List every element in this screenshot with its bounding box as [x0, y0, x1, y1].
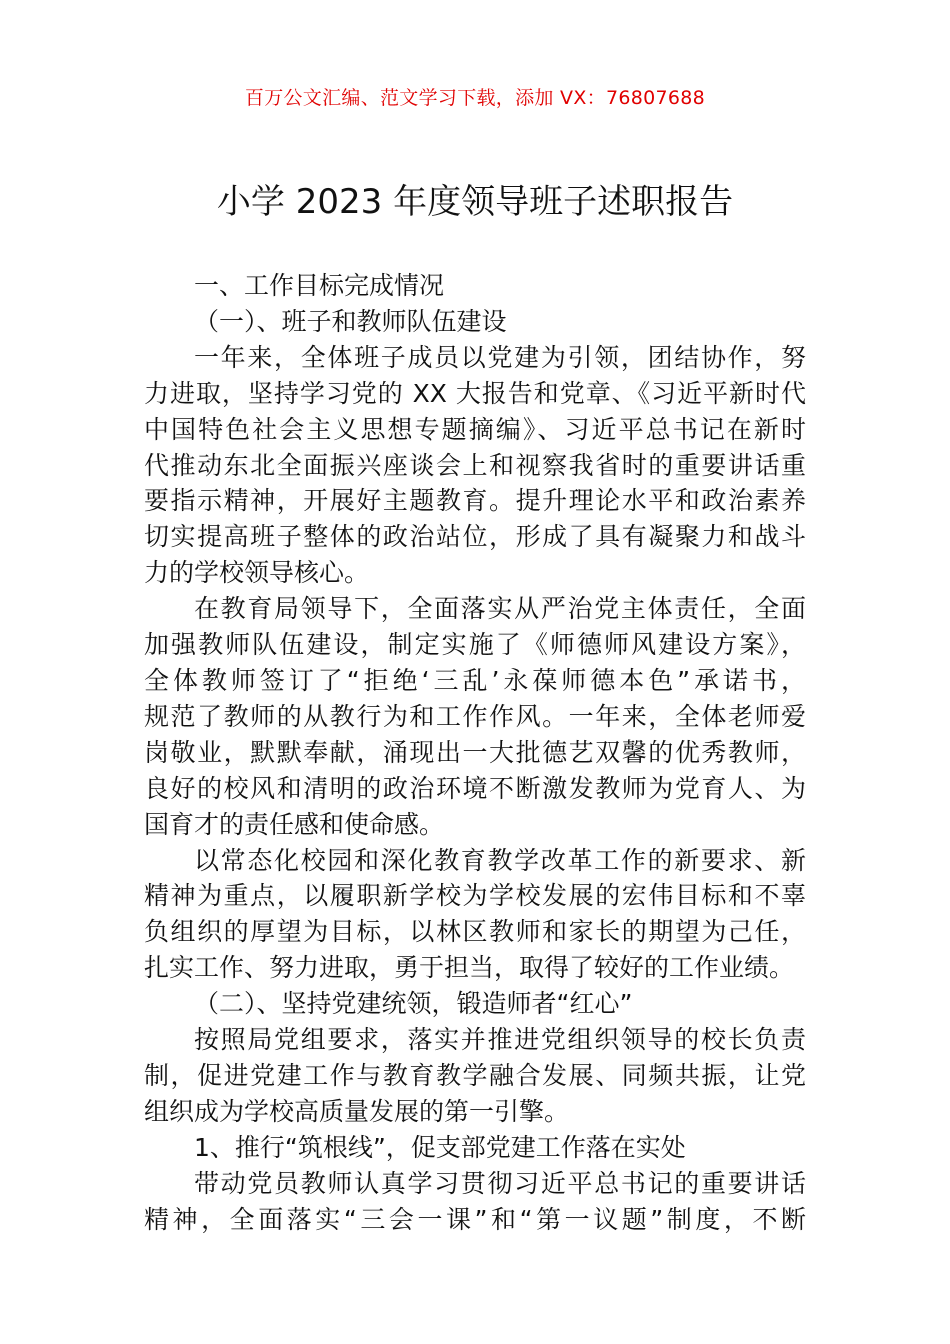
paragraph-line: 扎实工作、努力进取，勇于担当，取得了较好的工作业绩。 — [144, 953, 795, 983]
paragraph-line: 要指示精神，开展好主题教育。提升理论水平和政治素养 — [144, 486, 806, 516]
paragraph-line: 岗敬业，默默奉献，涌现出一大批德艺双馨的优秀教师， — [144, 737, 806, 767]
document-body — [144, 268, 806, 1237]
paragraph-line: 带动党员教师认真学习贯彻习近平总书记的重要讲话 — [194, 1168, 806, 1198]
paragraph-line: 制，促进党建工作与教育教学融合发展、同频共振，让党 — [144, 1060, 806, 1090]
paragraph-line: 中国特色社会主义思想专题摘编》、习近平总书记在新时 — [144, 414, 806, 444]
section-heading-1: 一、工作目标完成情况 — [194, 271, 445, 300]
paragraph-line: 负组织的厚望为目标，以林区教师和家长的期望为己任， — [144, 917, 806, 947]
paragraph-line: 一年来，全体班子成员以党建为引领，团结协作，努 — [194, 342, 806, 372]
paragraph-line: 以常态化校园和深化教育教学改革工作的新要求、新 — [194, 845, 806, 875]
document-title: 小学 2023 年度领导班子述职报告 — [216, 182, 734, 222]
paragraph-line: 组织成为学校高质量发展的第一引擎。 — [144, 1096, 570, 1126]
paragraph-5 — [144, 1166, 806, 1238]
subsection-heading-1: （一）、班子和教师队伍建设 — [194, 306, 507, 336]
paragraph-line: 代推动东北全面振兴座谈会上和视察我省时的重要讲话重 — [144, 450, 806, 480]
item-heading-1: 1、推行“筑根线”，促支部党建工作落在实处 — [194, 1132, 686, 1162]
paragraph-line: 力的学校领导核心。 — [144, 558, 370, 588]
paragraph-line: 精神为重点，以履职新学校为学校发展的宏伟目标和不辜 — [144, 881, 806, 911]
paragraph-2 — [144, 591, 806, 842]
paragraph-line: 切实提高班子整体的政治站位，形成了具有凝聚力和战斗 — [144, 522, 806, 552]
paragraph-3 — [144, 843, 806, 987]
paragraph-line: 国育才的责任感和使命感。 — [144, 809, 445, 839]
paragraph-line: 良好的校风和清明的政治环境不断激发教师为党育人、为 — [144, 773, 806, 803]
paragraph-4 — [144, 1022, 806, 1130]
paragraph-line: 加强教师队伍建设，制定实施了《师德师风建设方案》， — [144, 630, 806, 660]
paragraph-line: 在教育局领导下，全面落实从严治党主体责任，全面 — [194, 594, 806, 624]
paragraph-line: 力进取，坚持学习党的 XX 大报告和党章、《习近平新时代 — [144, 378, 806, 408]
subsection-heading-2: （二）、坚持党建统领，锻造师者“红心” — [194, 989, 633, 1019]
header-promo-note: 百万公文汇编、范文学习下载，添加 VX：76807688 — [244, 87, 706, 109]
paragraph-line: 按照局党组要求，落实并推进党组织领导的校长负责 — [194, 1025, 806, 1055]
paragraph-line: 精神，全面落实“三会一课”和“第一议题”制度，不断 — [144, 1204, 806, 1234]
paragraph-1 — [144, 340, 806, 591]
paragraph-line: 规范了教师的从教行为和工作作风。一年来，全体老师爱 — [144, 701, 806, 731]
paragraph-line: 全体教师签订了“拒绝‘三乱’永葆师德本色”承诺书， — [144, 665, 806, 695]
